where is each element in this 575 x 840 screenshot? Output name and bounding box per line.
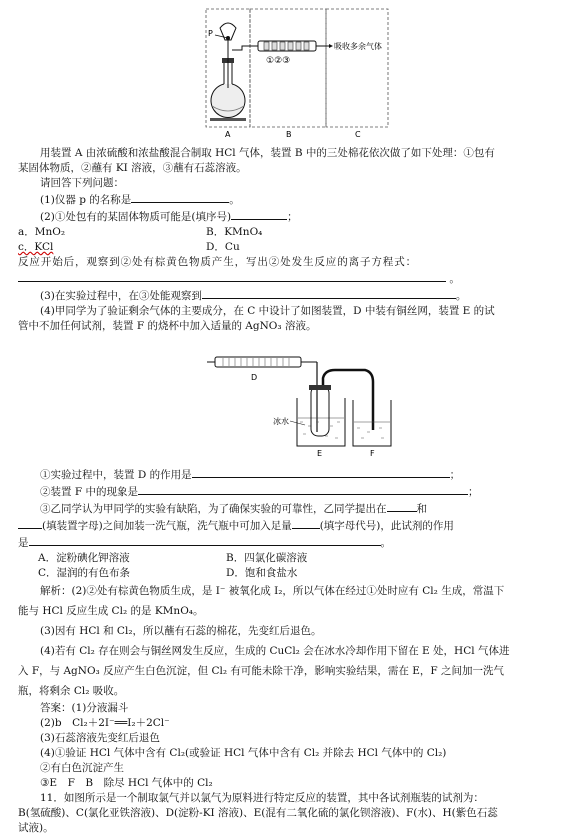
tube-e-to-f [323, 370, 373, 430]
answer-line-4: (4)①验证 HCl 气体中含有 Cl₂(或验证 HCl 气体中含有 Cl₂ 并除去 HCl 气体中的 Cl₂) [40, 747, 447, 759]
reaction-prompt: 反应开始后，观察到②处有棕黄色物质产生，写出②处发生反应的离子方程式： [18, 256, 417, 268]
question-3: (3)在实验过程中，在③处能观察到 。 [18, 287, 565, 304]
question-1: (1)仪器 p 的名称是 。 [18, 191, 565, 208]
choices-row-2 [18, 566, 565, 581]
label-e: E [317, 449, 323, 458]
label-p: P [208, 29, 213, 38]
question-4-line-2: 管中不加任何试剂，装置 F 的烧杯中加入适量的 AgNO₃ 溶液。 [18, 320, 317, 332]
answer-blank-1[interactable] [131, 191, 229, 203]
answer-blank-s1[interactable] [192, 466, 450, 478]
options-row-1 [18, 225, 565, 240]
question-2: (2)①处包有的某固体物质可能是(填序号) ； [18, 208, 565, 225]
answer-blank-equation[interactable] [18, 270, 446, 282]
explanation-6: 瓶，将剩余 Cl₂ 吸收。 [18, 685, 125, 697]
copper-mesh-tube-d [207, 357, 317, 367]
sub-question-1: ①实验过程中，装置 D 的作用是 ； [18, 466, 565, 483]
intro-line-2: 某固体物质，②蘸有 KI 溶液，③蘸有石蕊溶液。 [18, 162, 247, 174]
option-a: a．MnO₂ [18, 226, 66, 238]
answer-line-5: ②有白色沉淀产生 [40, 762, 124, 774]
label-d: D [251, 373, 258, 382]
option-b: B．KMnO₄ [206, 226, 263, 238]
label-a: A [225, 130, 231, 139]
explanation-2: 能与 HCl 反应生成 Cl₂ 的是 KMnO₄。 [18, 605, 204, 617]
ask-line: 请回答下列问题： [40, 177, 124, 189]
answer-blank-s2[interactable] [138, 483, 468, 495]
reaction-answer-line: 。 [18, 270, 565, 287]
options-row-2 [18, 240, 565, 255]
answer-blank-s3a[interactable] [387, 500, 417, 512]
question-11-line-3: 试液)。 [18, 822, 54, 834]
stand-base [210, 118, 246, 121]
sub-question-3-line-2: (填装置字母)之间加装一洗气瓶，洗气瓶中可加入足量 (填字母代号)，此试剂的作用 [18, 517, 565, 534]
choice-b: B．四氯化碳溶液 [226, 552, 308, 564]
apparatus-figure-def [205, 350, 400, 460]
separatory-funnel-p [215, 23, 236, 88]
explanation-5: 入 F，与 AgNO₃ 反应产生白色沉淀，但 Cl₂ 有可能未除干净，影响实验结果，需在 E，F 之间加一洗气 [18, 665, 505, 677]
choices-row-1 [18, 551, 565, 566]
question-4-line-1: (4)甲同学为了验证剩余气体的主要成分，在 C 中设计了如图装置，D 中装有铜丝网，装置 E 的试 [40, 305, 495, 317]
explanation-4: (4)若有 Cl₂ 存在则会与铜丝网发生反应，生成的 CuCl₂ 会在冰水冷却作用下留在 E 处，HCl 气体进 [40, 645, 510, 657]
box-c [326, 9, 388, 127]
label-f: F [370, 449, 375, 458]
answer-blank-s3b[interactable] [18, 517, 42, 529]
ice-water-label: 冰水 [273, 417, 289, 426]
intro-line-1: 用装置 A 由浓硫酸和浓盐酸混合制取 HCl 气体，装置 B 中的三处棉花依次做了如下处理：①包有 [40, 147, 495, 159]
question-11-line-1: 11．如图所示是一个制取氯气并以氯气为原料进行特定反应的装置，其中各试剂瓶装的试剂为： [40, 792, 484, 804]
label-c: C [355, 130, 361, 139]
answer-blank-s3c[interactable] [292, 517, 320, 529]
absorb-label: 吸收多余气体 [334, 42, 382, 51]
question-11-line-2: B(氢硫酸)、C(氯化亚铁溶液)、D(淀粉-KI 溶液)、E(混有二氧化硫的氯化钡溶液)、F(水)、H(紫色石蕊 [18, 807, 498, 819]
sub-question-2: ②装置 F 中的现象是 ； [18, 483, 565, 500]
answer-blank-s3d[interactable] [29, 534, 381, 546]
option-c: c．KCl [18, 241, 54, 253]
cotton-labels: ①②③ [266, 56, 291, 66]
answer-line-3: (3)石蕊溶液先变红后退色 [40, 732, 160, 744]
choice-d: D．饱和食盐水 [226, 567, 298, 579]
choice-a: A．淀粉碘化钾溶液 [38, 552, 130, 564]
label-b: B [286, 130, 292, 139]
option-d: D．Cu [206, 241, 240, 253]
choice-c: C．湿润的有色布条 [38, 567, 131, 579]
answer-line-6: ③E F B 除尽 HCl 气体中的 Cl₂ [40, 777, 213, 789]
sub-question-3-line-1: ③乙同学认为甲同学的实验有缺陷，为了确保实验的可靠性，乙同学提出在 和 [18, 500, 565, 517]
answer-line-2: (2)b Cl₂＋2I⁻══I₂＋2Cl⁻ [40, 717, 170, 729]
answer-blank-2[interactable] [231, 208, 287, 220]
arrow-head [329, 44, 333, 48]
sub-question-3-line-3: 是 。 [18, 534, 565, 551]
answer-line-1: 答案：(1)分液漏斗 [40, 702, 129, 714]
apparatus-figure-abc [198, 6, 398, 140]
answer-blank-3[interactable] [202, 287, 456, 299]
box-b [250, 9, 326, 127]
outlet-tube [232, 46, 258, 50]
explanation-1: 解析：(2)②处有棕黄色物质生成，是 I⁻ 被氧化成 I₂，所以气体在经过①处时应有 Cl₂ 生成，常温下 [40, 585, 505, 597]
beaker-e [297, 385, 345, 446]
explanation-3: (3)因有 HCl 和 Cl₂，所以蘸有石蕊的棉花，先变红后退色。 [40, 625, 322, 637]
glass-tube-b [258, 41, 316, 51]
